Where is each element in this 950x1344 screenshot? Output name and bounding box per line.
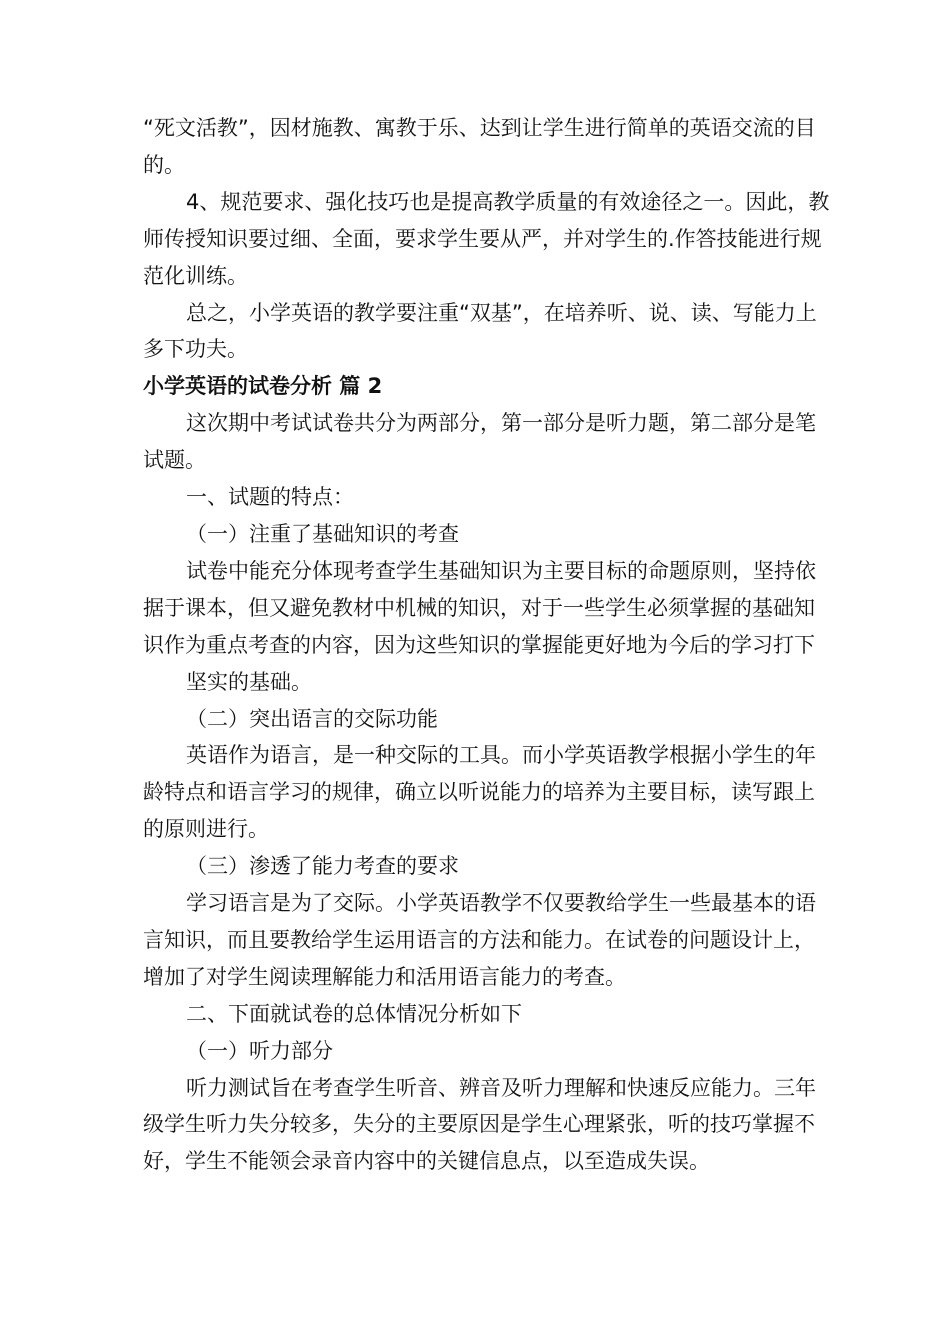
- paragraph-communication: 英语作为语言，是一种交际的工具。而小学英语教学根据小学生的年龄特点和语言学习的规律，确立以听说能力的培养为主要目标，读写跟上的原则进行。: [143, 743, 816, 842]
- subheading-ability: （三）渗透了能力考查的要求: [186, 854, 459, 879]
- paragraph-summary: 总之，小学英语的教学要注重“双基”，在培养听、说、读、写能力上多下功夫。: [143, 300, 817, 362]
- subheading-communication: （二）突出语言的交际功能: [186, 706, 438, 731]
- paragraph-listening: 听力测试旨在考查学生听音、辨音及听力理解和快速反应能力。三年级学生听力失分较多，失分的主要原因是学生心理紧张，听的技巧掌握不好，学生不能领会录音内容中的关键信息点，以至造成失误。: [143, 1075, 816, 1174]
- subheading-features: 一、试题的特点：: [186, 485, 354, 510]
- subheading-listening: （一）听力部分: [186, 1038, 333, 1063]
- section-heading: 小学英语的试卷分析 篇 2: [143, 374, 383, 399]
- paragraph-intro: 这次期中考试试卷共分为两部分，第一部分是听力题，第二部分是笔试题。: [143, 411, 816, 473]
- paragraph-ability: 学习语言是为了交际。小学英语教学不仅要教给学生一些最基本的语言知识，而且要教给学生运用语言的方法和能力。在试卷的问题设计上，增加了对学生阅读理解能力和活用语言能力的考查。: [143, 891, 816, 989]
- paragraph-continuation: “死文活教”，因材施教、寓教于乐、达到让学生进行简单的英语交流的目的。: [143, 116, 816, 177]
- subheading-analysis: 二、下面就试卷的总体情况分析如下: [186, 1001, 522, 1026]
- paragraph-basics: 试卷中能充分体现考查学生基础知识为主要目标的命题原则，坚持依据于课本，但又避免教材中机械的知识，对于一些学生必须掌握的基础知识作为重点考查的内容，因为这些知识的掌握能更好地为今后的学习打下: [143, 558, 816, 657]
- subheading-basics: （一）注重了基础知识的考查: [186, 521, 459, 546]
- paragraph-point-4: 4、规范要求、强化技巧也是提高教学质量的有效途径之一。因此，教师传授知识要过细、全面，要求学生要从严，并对学生的.作答技能进行规范化训练。: [143, 189, 830, 288]
- paragraph-basics-end: 坚实的基础。: [186, 669, 312, 694]
- document-body: [143, 110, 833, 1180]
